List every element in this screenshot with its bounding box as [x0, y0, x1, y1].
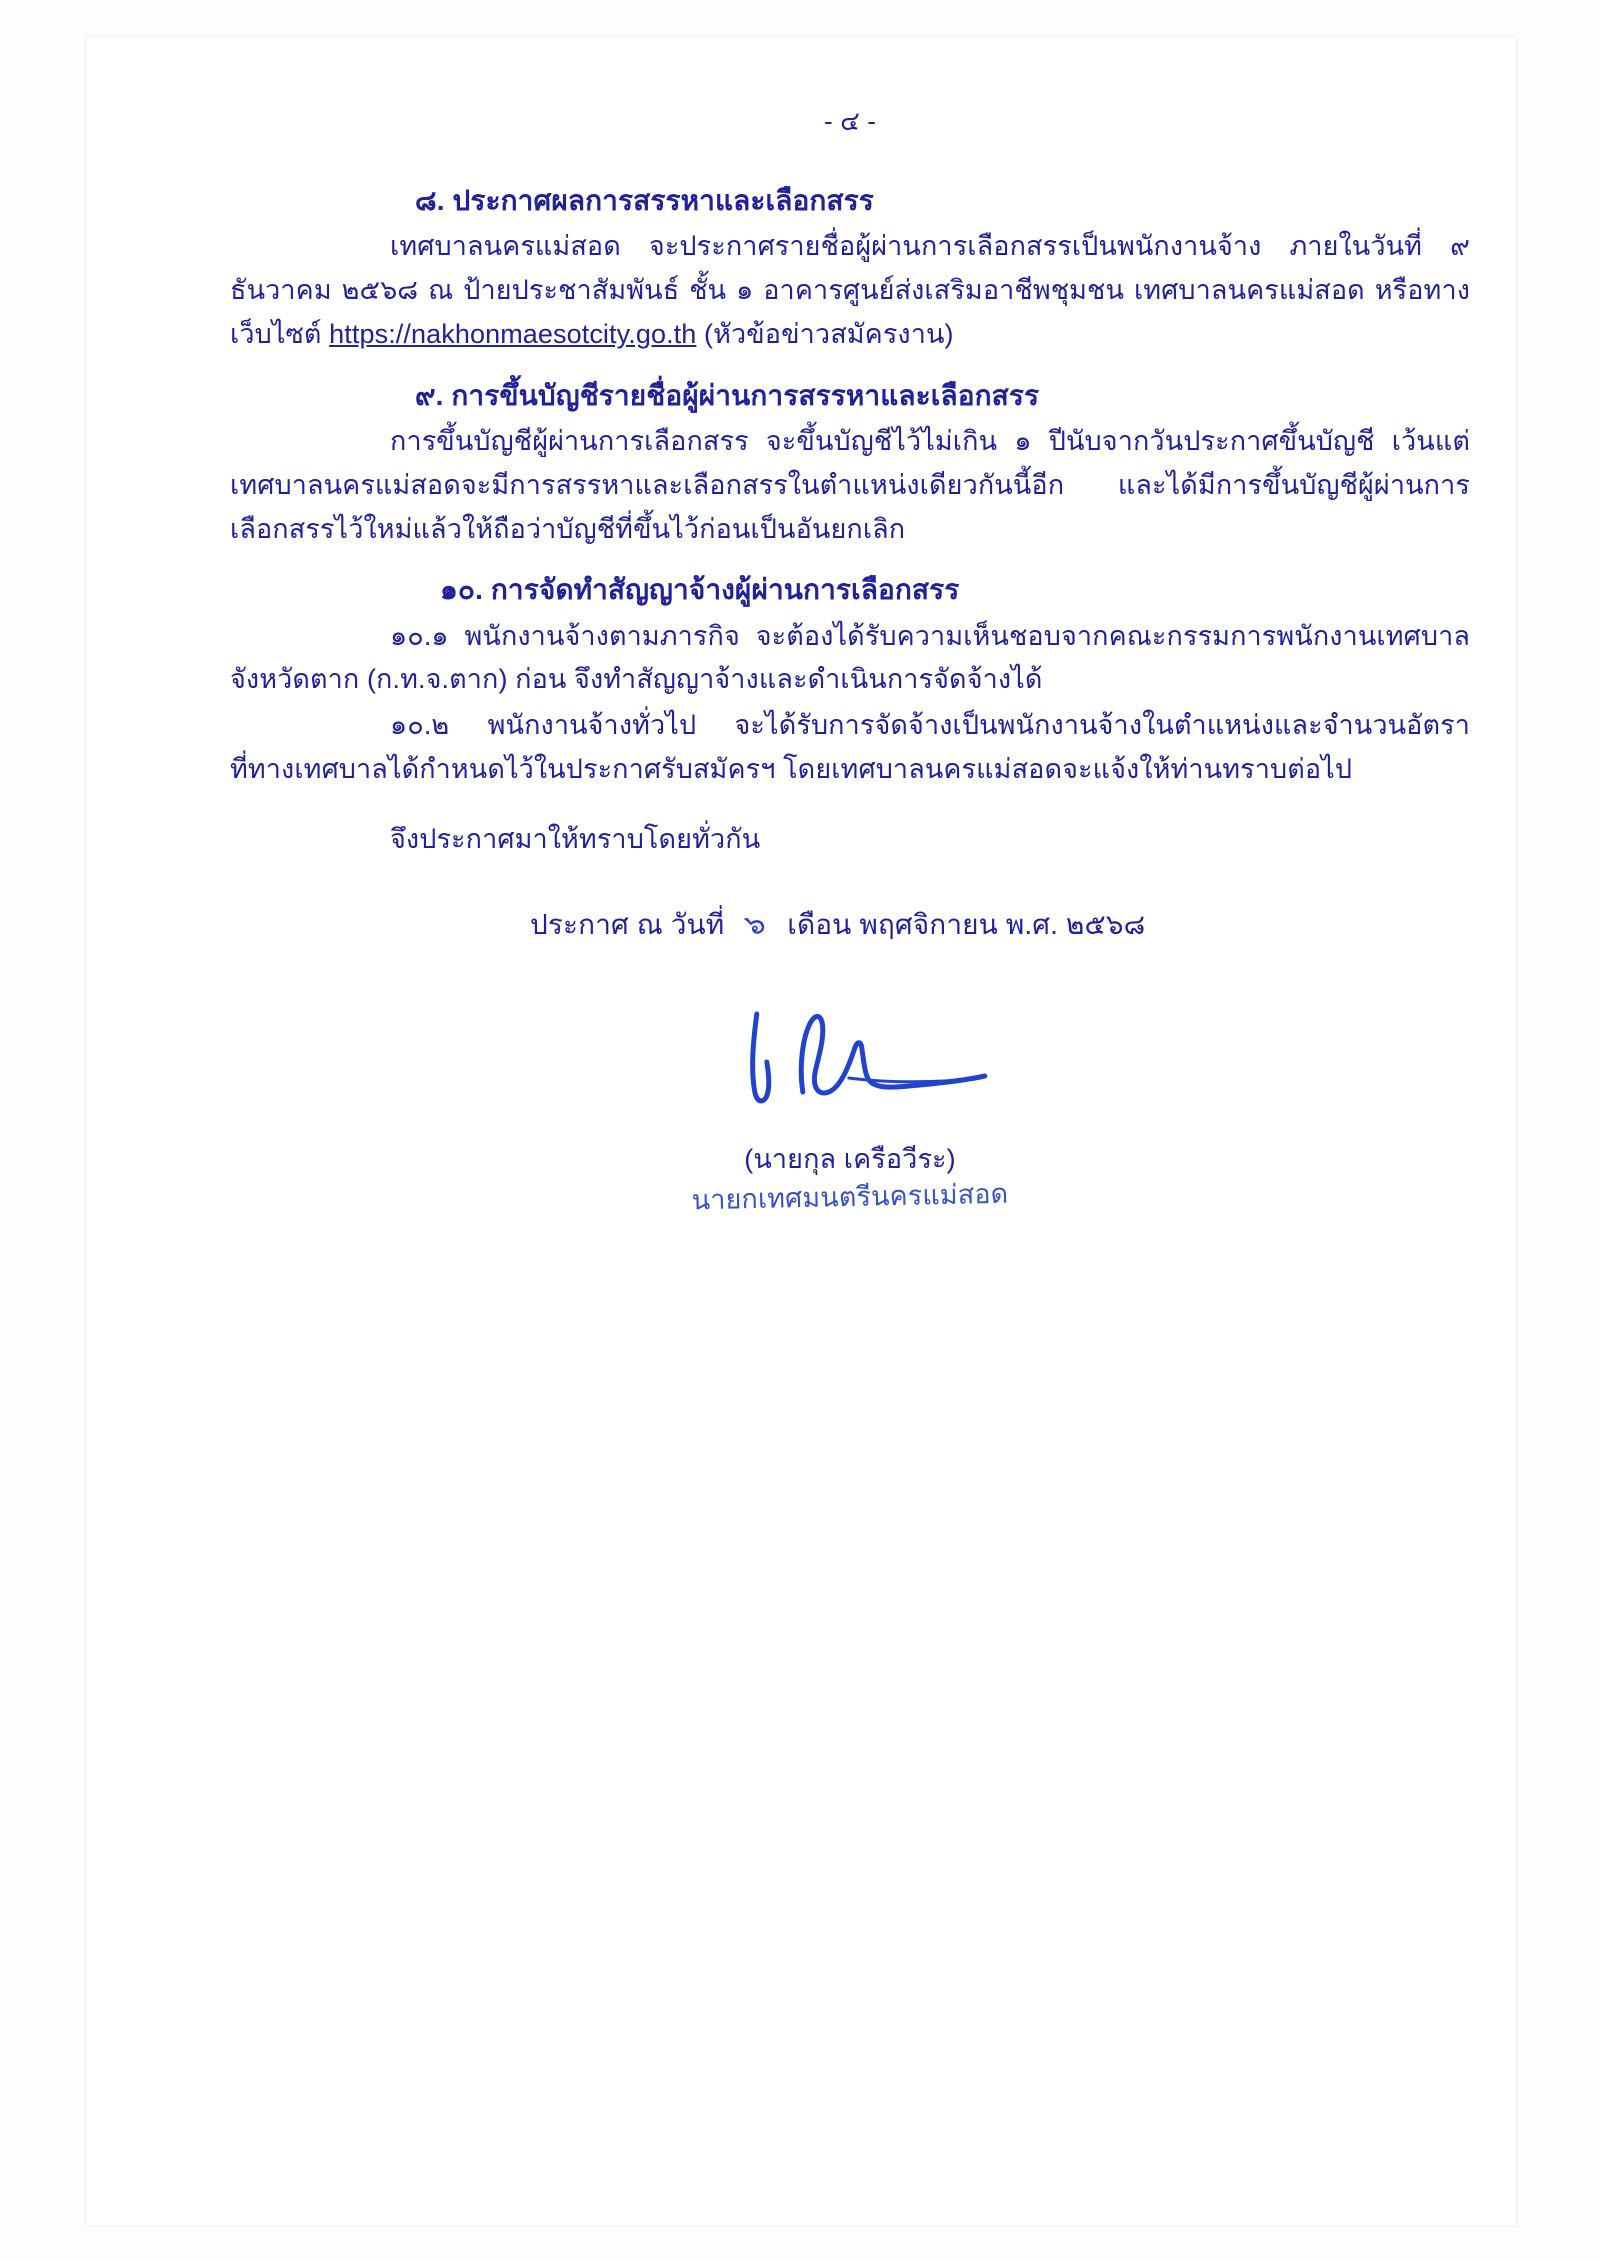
signatory-name: (นายกุล เครือวีระ) — [744, 1143, 956, 1174]
date-line — [230, 901, 1470, 950]
signatory-title: นายกเทศมนตรีนครแม่สอด — [691, 1178, 1009, 1216]
month-value: พฤศจิกายน — [859, 909, 998, 941]
document-content — [230, 100, 1470, 1226]
section-10-1-paragraph: ๑๐.๑ พนักงานจ้างตามภารกิจ จะต้องได้รับความเห็นชอบจากคณะกรรมการพนักงานเทศบาลจังหวัดตาก (ก.ท.จ.ตาก) ก่อน จึงทำสัญญาจ้างและดำเนินการจัดจ้างได้ — [230, 620, 1470, 695]
date-prefix: ประกาศ ณ วันที่ — [530, 909, 725, 941]
section-8-heading: ๘. ประกาศผลการสรรหาและเลือกสรร — [415, 185, 874, 217]
section-10-heading: ๑๐. การจัดทำสัญญาจ้างผู้ผ่านการเลือกสรร — [440, 574, 960, 606]
section-8-paragraph — [230, 225, 1470, 356]
date-day-handwritten: ๖ — [741, 905, 771, 945]
month-label: เดือน — [787, 909, 852, 941]
section-9-paragraph: การขึ้นบัญชีผู้ผ่านการเลือกสรร จะขึ้นบัญชีไว้ไม่เกิน ๑ ปีนับจากวันประกาศขึ้นบัญชี เว้นแต่เทศบาลนครแม่สอดจะมีการสรรหาและเลือกสรรในตำแหน่งเดียวกันนี้อีก และได้มีการขึ้นบัญชีผู้ผ่านการเลือกสรรไว้ใหม่แล้วให้ถือว่าบัญชีที่ขึ้นไว้ก่อนเป็นอันยกเลิก — [230, 426, 1470, 544]
section-10-2-paragraph: ๑๐.๒ พนักงานจ้างทั่วไป จะได้รับการจัดจ้างเป็นพนักงานจ้างในตำแหน่งและจำนวนอัตราที่ทางเทศบาลได้กำหนดไว้ในประกาศรับสมัครฯ โดยเทศบาลนครแม่สอดจะแจ้งให้ท่านทราบต่อไป — [230, 710, 1470, 784]
section-8-text-lead: เทศบาลนครแม่สอด จะประกาศรายชื่อผู้ผ่านการเลือกสรรเป็นพนักงานจ้าง ภายในวันที่ ๙ ธันวาคม ๒๕๖๘ ณ ป้ายประชาสัมพันธ์ ชั้น ๑ อาคารศูนย์ส่งเสริมอาชีพชุมชน เทศบาลนครแม่สอด หรือทางเว็บไซต์ — [230, 231, 1470, 349]
page-number: - ๔ - — [824, 106, 876, 136]
signature-block — [230, 996, 1470, 1226]
section-9-heading: ๙. การขึ้นบัญชีรายชื่อผู้ผ่านการสรรหาและเลือกสรร — [415, 379, 1040, 411]
signature-mark — [699, 996, 1059, 1146]
closing-statement: จึงประกาศมาให้ทราบโดยทั่วกัน — [390, 823, 761, 854]
section-8-text-tail: (หัวข้อข่าวสมัครงาน) — [696, 318, 954, 349]
year-value: ๒๕๖๘ — [1065, 909, 1146, 941]
year-label: พ.ศ. — [1005, 909, 1059, 941]
website-link[interactable]: https://nakhonmaesotcity.go.th — [329, 318, 697, 349]
